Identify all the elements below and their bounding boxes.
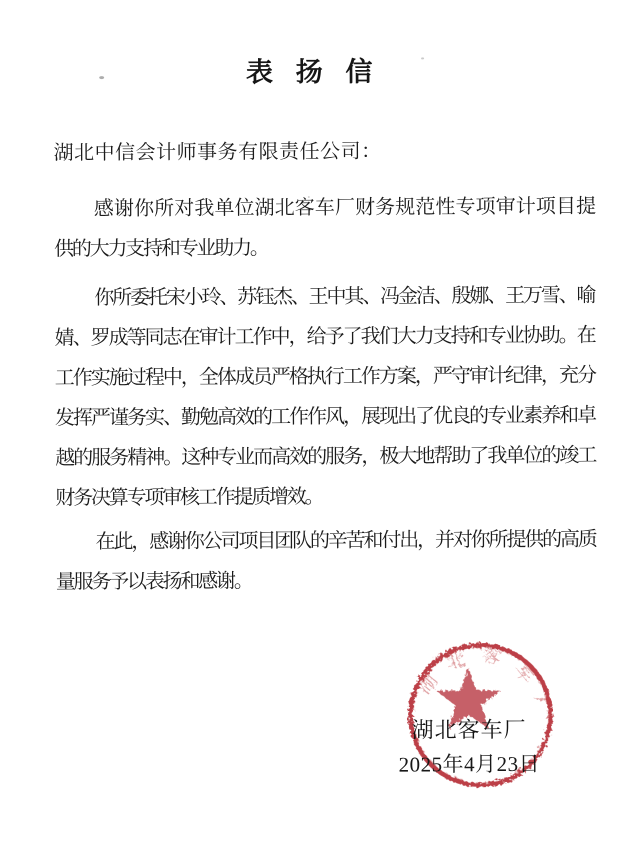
scan-speck [99, 76, 104, 79]
letter-body [54, 187, 596, 603]
scan-speck [421, 57, 424, 59]
paragraph [54, 187, 594, 270]
text-line: 婧、罗成等同志在审计工作中，给予了我们大力支持和专业协助。在 [54, 324, 595, 350]
text-line: 越的服务精神。这种专业而高效的服务，极大地帮助了我单位的竣工 [55, 444, 596, 470]
text-line: 发挥严谨务实、勤勉高效的工作作风，展现出了优良的专业素养和卓 [54, 404, 596, 430]
signature-date: 2025年4月23日 [398, 751, 541, 777]
text-line: 你所委托宋小玲、苏钰杰、王中其、冯金洁、殷娜、王万雪、喻 [94, 284, 595, 310]
paragraph [56, 520, 596, 603]
signature-block [357, 713, 582, 782]
paragraph [54, 276, 595, 519]
text-line: 财务决算专项审核工作提质增效。 [55, 485, 323, 510]
text-line: 供的大力支持和专业助力。 [54, 237, 268, 261]
salutation: 湖北中信会计师事务有限责任公司： [53, 140, 382, 165]
signature-company: 湖北客车厂 [411, 716, 527, 743]
seal-arc-text: 湖北客车厂 [414, 644, 554, 731]
text-line: 工作实施过程中，全体成员严格执行工作方案，严守审计纪律，充分 [54, 364, 595, 390]
scan-speck [308, 196, 310, 198]
text-line: 量服务予以表扬和感谢。 [55, 570, 252, 594]
scan-speck [562, 198, 565, 201]
text-line: 在此，感谢你公司项目团队的辛苦和付出，并对你所提供的高质 [95, 528, 596, 554]
document-title: 表 扬 信 [245, 56, 381, 88]
text-line: 感谢你所对我单位湖北客车厂财务规范性专项审计项目提 [93, 195, 594, 221]
